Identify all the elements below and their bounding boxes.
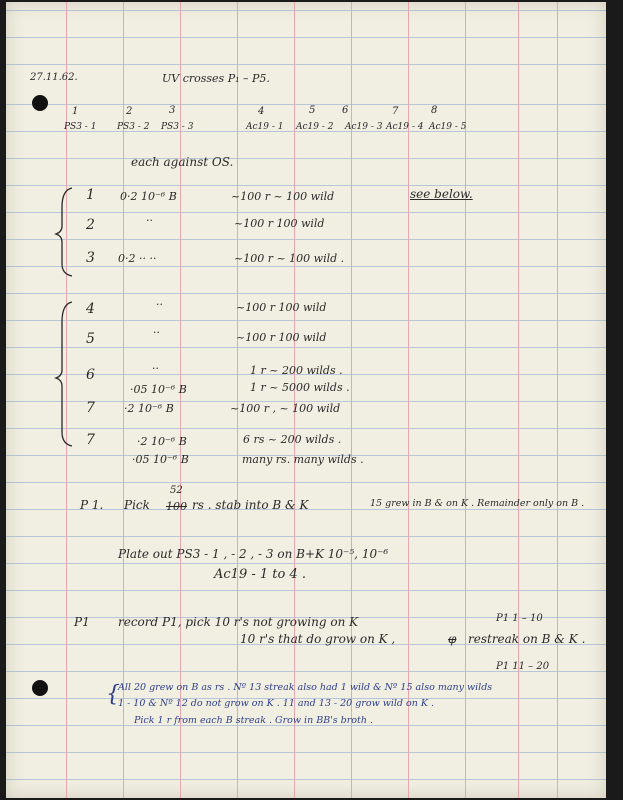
plate-out-strains: Ac19 - 1 to 4 . <box>214 567 306 582</box>
column-number: 7 <box>392 106 399 117</box>
side-note: P1 1 – 10 <box>496 613 543 624</box>
side-note: P1 11 – 20 <box>496 661 550 672</box>
blue-note-line: 1 - 10 & Nº 12 do not grow on K . 11 and 13 - 20 grow wild on K . <box>118 698 435 709</box>
strain-label: PS3 - 1 <box>64 122 97 132</box>
row-result: ~100 r 100 wild <box>234 217 325 230</box>
date: 27.11.62. <box>30 72 78 83</box>
blue-bracket: { <box>106 682 120 707</box>
strain-label: Ac19 - 2 <box>296 122 334 132</box>
column-number: 1 <box>72 106 79 117</box>
column-number: 6 <box>342 105 349 116</box>
row-dose: ·· <box>152 362 159 375</box>
struck-count: 100 <box>166 500 187 513</box>
column-number: 2 <box>126 106 133 117</box>
strain-label: Ac19 - 1 <box>246 122 284 132</box>
row-number: 4 <box>86 301 95 317</box>
pick-text: Pick <box>124 498 150 512</box>
blue-note-line: Pick 1 r from each B streak . Grow in BB's broth . <box>134 715 374 726</box>
row-number: 1 <box>86 187 95 203</box>
row-result: ~100 r ~ 100 wild . <box>234 252 345 265</box>
row-dose: 0·2 10⁻⁶ B <box>120 190 177 203</box>
column-number: 3 <box>169 105 176 116</box>
row-dose: ·2 10⁻⁶ B <box>124 402 174 415</box>
section-label: P 1. <box>80 498 104 512</box>
row-number: 3 <box>86 250 95 266</box>
page-title: UV crosses P₁ – P5. <box>162 72 270 85</box>
strain-label: PS3 - 2 <box>117 122 150 132</box>
row-result: ~100 r , ~ 100 wild <box>230 402 341 415</box>
column-number: 8 <box>431 105 438 116</box>
row-result: 6 rs ~ 200 wilds . <box>243 433 342 446</box>
record-label: P1 <box>74 615 90 629</box>
bracket-drawing <box>6 2 606 798</box>
column-number: 4 <box>258 106 265 117</box>
record-line: record P1, pick 10 r's not growing on K <box>118 615 359 629</box>
growth-note: 15 grew in B & on K . Remainder only on B . <box>370 498 585 509</box>
row-number: 5 <box>86 331 95 347</box>
strain-label: Ac19 - 4 <box>386 122 424 132</box>
strain-label: Ac19 - 3 <box>345 122 383 132</box>
strain-label: PS3 - 3 <box>161 122 194 132</box>
row-number: 7 <box>86 432 95 448</box>
record-line-end: restreak on B & K . <box>468 632 586 646</box>
each-against-note: each against OS. <box>131 155 234 169</box>
row-number: 6 <box>86 367 95 383</box>
notebook-page <box>6 2 606 798</box>
row-result: many rs. many wilds . <box>242 453 364 466</box>
row-dose: ·· <box>146 214 153 227</box>
row-number: 2 <box>86 217 95 233</box>
row-result: ~100 r 100 wild <box>236 301 327 314</box>
plate-out-line: Plate out PS3 - 1 , - 2 , - 3 on B+K 10⁻⁵, 10⁻⁶ <box>118 547 389 561</box>
row-result: 1 r ~ 5000 wilds . <box>250 381 350 394</box>
row-dose: ·· <box>156 298 163 311</box>
struck-symbol: φ <box>448 632 457 646</box>
row-dose: ·05 10⁻⁶ B <box>132 453 189 466</box>
row-result: 1 r ~ 200 wilds . <box>250 364 343 377</box>
row-number: 7 <box>86 400 95 416</box>
row-dose: ·05 10⁻⁶ B <box>130 383 187 396</box>
brace-group-1 <box>56 188 72 276</box>
see-below-note: see below. <box>410 187 473 201</box>
record-line: 10 r's that do grow on K , <box>240 632 396 646</box>
blue-note-line: All 20 grew on B as rs . Nº 13 streak also had 1 wild & Nº 15 also many wilds <box>118 682 493 693</box>
row-dose: ·· <box>153 326 160 339</box>
row-dose: 0·2 ·· ·· <box>118 252 157 265</box>
brace-group-2 <box>56 302 72 446</box>
column-number: 5 <box>309 105 316 116</box>
row-result: ~100 r ~ 100 wild <box>231 190 335 203</box>
row-result: ~100 r 100 wild <box>236 331 327 344</box>
pick-count-superscript: 52 <box>170 485 183 496</box>
strain-label: Ac19 - 5 <box>429 122 467 132</box>
row-dose: ·2 10⁻⁶ B <box>137 435 187 448</box>
stab-text: rs . stab into B & K <box>192 498 309 512</box>
